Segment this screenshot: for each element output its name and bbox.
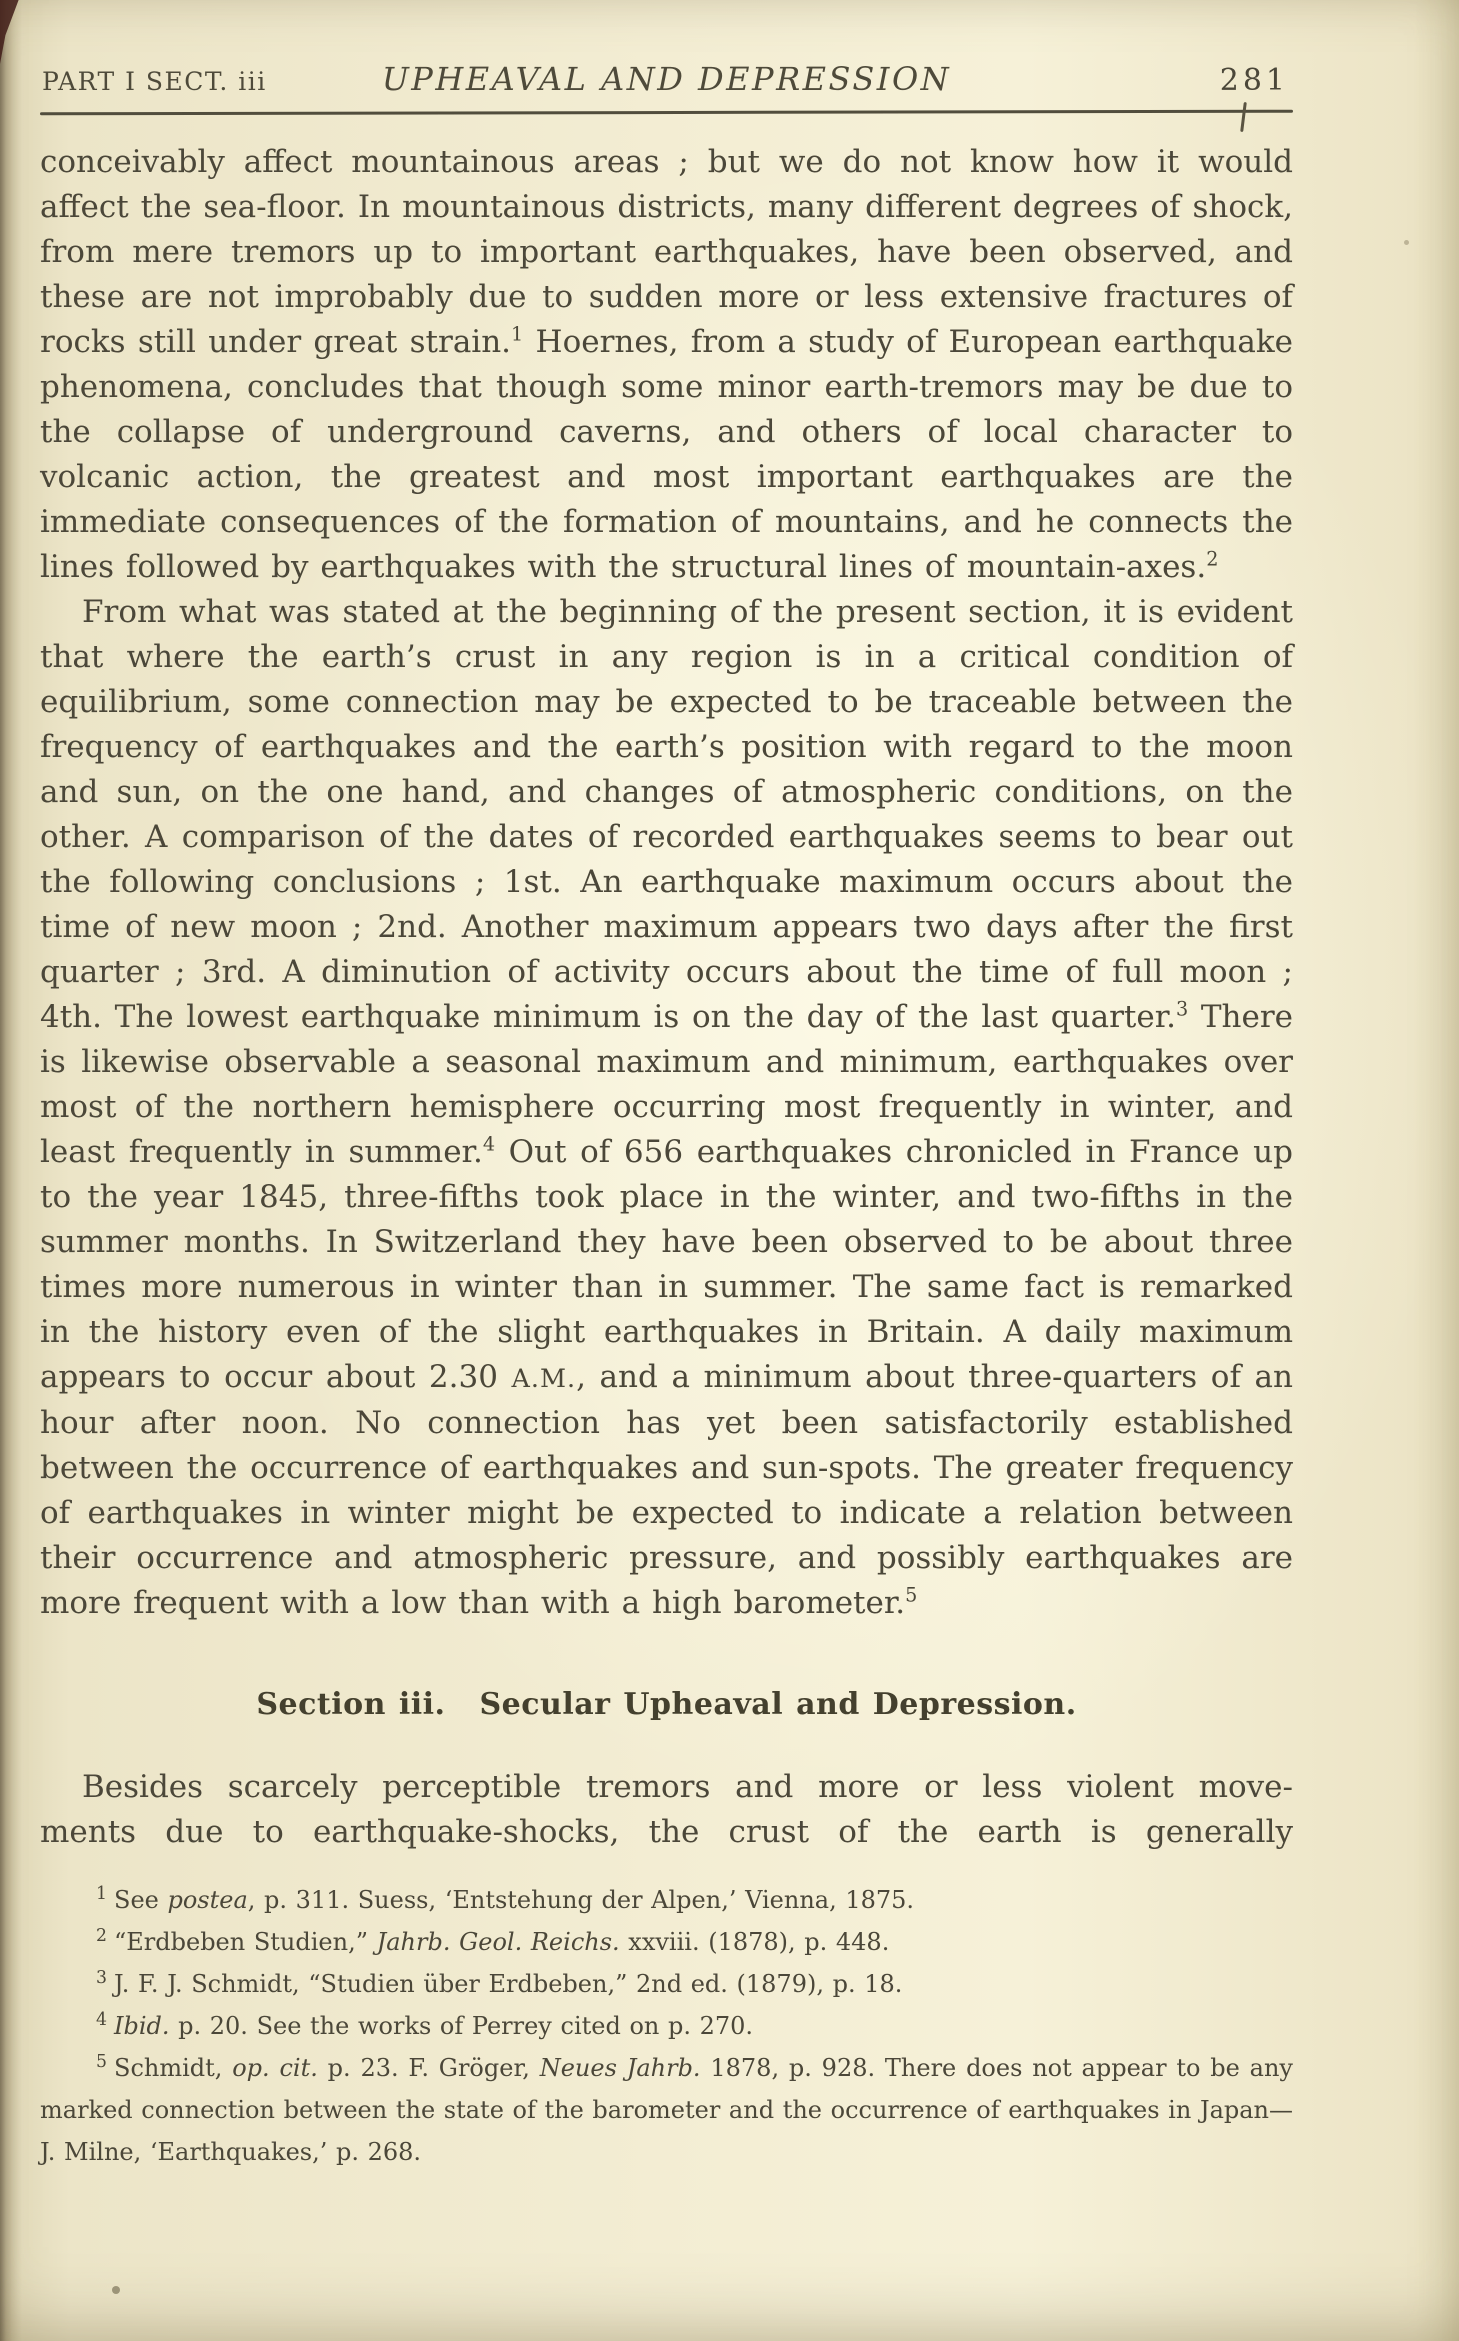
text-run: , and a minimum about three-quarters of an hour after noon. No connection has yet been satisfactorily established between the occurrence of earthquakes and sun-spots. The greater frequency of earthquakes in winter might be expected to indicate a relation between their occurrence and atmospheric pressure, and possibly earthquakes are more frequent with a low than with a high barometer. [40, 1359, 1293, 1621]
text-run: postea [167, 1886, 248, 1914]
footnote-4 [40, 2005, 1293, 2047]
footnote-marker: 1 [96, 1884, 107, 1904]
footnote-marker: 3 [96, 1968, 107, 1988]
text-run: op. cit. [232, 2054, 318, 2082]
ink-speck [112, 2286, 120, 2294]
text-run: 1 [511, 322, 524, 346]
paragraph-continuation [40, 140, 1293, 590]
text-run: “Erdbeben Studien,” [114, 1928, 377, 1956]
text-run: 3 [1175, 997, 1189, 1021]
text-run: See [114, 1886, 168, 1914]
text-run: , p. 311. Suess, ‘Entstehung der Alpen,’ Vienna, 1875. [247, 1886, 915, 1914]
footnote-3 [40, 1963, 1293, 2005]
text-run: 1878, p. 928. There does not appear to be any marked connection between the state of the barometer and the occurrence of earthquakes in Japan—J. Milne, ‘Earthquakes,’ p. 268. [40, 2054, 1293, 2166]
footnote-text [114, 1970, 902, 1998]
text-run: A.M. [511, 1363, 577, 1393]
text-run: Jahrb. Geol. Reichs. [376, 1928, 620, 1956]
text-run: Neues Jahrb. [539, 2054, 701, 2082]
pen-tick-mark [1240, 102, 1247, 132]
text-run: p. 20. See the works of Perrey cited on p. 270. [169, 2012, 754, 2040]
text-run: 5 [905, 1583, 918, 1607]
footnotes-section [40, 1879, 1293, 2173]
text-line: Besides scarcely perceptible tremors and more or less violent move- [82, 1769, 1293, 1805]
text-run: xxviii. (1878), p. 448. [619, 1928, 890, 1956]
text-run: 4 [482, 1132, 496, 1156]
paragraph-earthquake-frequency [40, 590, 1293, 1626]
footnote-marker: 5 [96, 2052, 107, 2072]
text-run: Out of 656 earthquakes chronicled in France up to the year 1845, three-fifths took place in the winter, and two-fifths in the summer months. In Switzerland they have been observed to be about three times more numerous in winter than in summer. The same fact is remarked in the history even of the slight earthquakes in Britain. A daily maximum appears to occur about 2.30 [40, 1134, 1293, 1395]
page-number: 281 [1219, 63, 1289, 98]
text-run: p. 23. F. Gröger, [317, 2054, 540, 2082]
section-heading-label: Section iii. [256, 1687, 446, 1722]
text-run: There is likewise observable a seasonal maximum and minimum, earthquakes over most of the northern hemisphere occurring most frequently in winter, and least frequently in summer. [40, 999, 1293, 1170]
footnote-1 [40, 1879, 1293, 1921]
footnote-marker: 2 [96, 1926, 107, 1946]
footnote-5 [40, 2047, 1293, 2173]
text-line: ments due to earthquake-shocks, the crust of the earth is generally [40, 1814, 1293, 1850]
running-header [40, 54, 1293, 98]
page-left-edge-shadow [0, 0, 22, 2341]
text-run: Schmidt, [114, 2054, 233, 2082]
footnote-text [114, 2012, 753, 2040]
text-run: Ibid. [114, 2012, 170, 2040]
running-title: UPHEAVAL AND DEPRESSION [381, 60, 952, 98]
footnote-text [40, 2054, 1293, 2166]
footnote-text [114, 1928, 889, 1956]
text-run: 2 [1206, 547, 1219, 571]
page-body [40, 140, 1293, 2173]
paragraph-secular-upheaval [40, 1765, 1293, 1855]
section-label: PART I SECT. iii [42, 67, 267, 96]
section-heading [40, 1682, 1293, 1727]
header-rule [40, 110, 1293, 116]
text-run: J. F. J. Schmidt, “Studien über Erdbeben,” 2nd ed. (1879), p. 18. [114, 1970, 903, 1998]
section-heading-title: Secular Upheaval and Depression. [479, 1687, 1077, 1722]
text-run: conceivably affect mountainous areas ; but we do not know how it would affect the sea-floor. In mountainous districts, many different degrees of shock, from mere tremors up to important earthquakes, have been observed, and these are not improbably due to sudden more or less extensive fractures of rocks still under great strain. [40, 144, 1293, 360]
footnote-marker: 4 [96, 2010, 107, 2030]
text-run: Hoernes, from a study of European earthquake phenomena, concludes that though some minor earth-tremors may be due to the collapse of underground caverns, and others of local character to volcanic action, the greatest and most important earthquakes are the immediate consequences of the formation of mountains, and he connects the lines followed by earthquakes with the structural lines of mountain-axes. [40, 324, 1293, 585]
ink-speck [1404, 240, 1409, 245]
text-run: From what was stated at the beginning of the present section, it is evident that where the earth’s crust in any region is in a critical condition of equilibrium, some connection may be expected to be traceable between the frequency of earthquakes and the earth’s position with regard to the moon and sun, on the one hand, and changes of atmospheric conditions, on the other. A comparison of the dates of recorded earthquakes seems to bear out the following conclusions ; 1st. An earthquake maximum occurs about the time of new moon ; 2nd. Another maximum appears two days after the first quarter ; 3rd. A diminution of activity occurs about the time of full moon ; 4th. The lowest earthquake minimum is on the day of the last quarter. [40, 594, 1293, 1035]
footnote-2 [40, 1921, 1293, 1963]
footnote-text [114, 1886, 914, 1914]
